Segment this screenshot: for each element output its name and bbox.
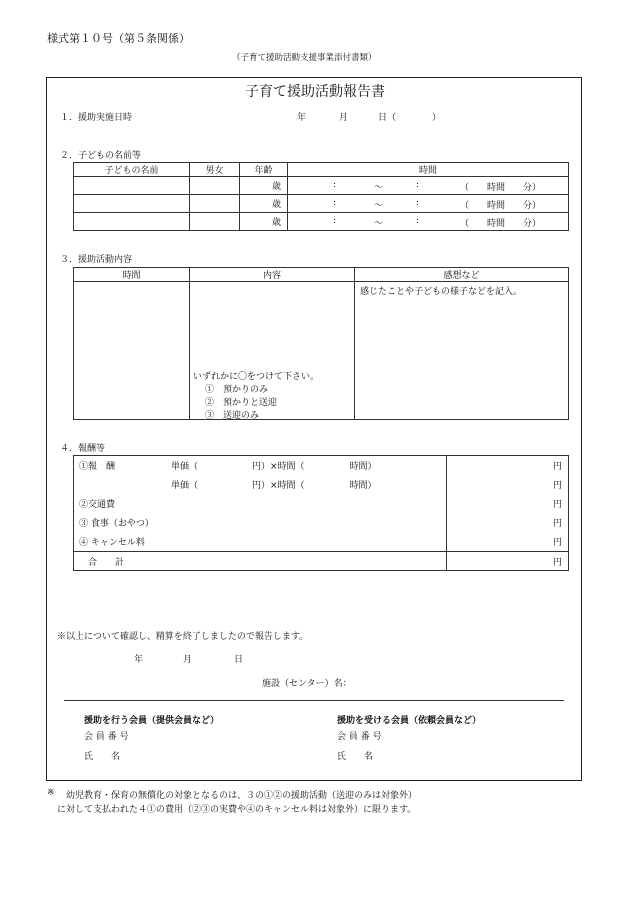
- col-gender: 男女: [190, 163, 240, 177]
- divider: [64, 700, 564, 701]
- gender-cell[interactable]: [190, 177, 240, 195]
- fees-table: [73, 455, 569, 571]
- impressions-hint: 感じたことや子どもの様子などを記入。: [360, 287, 523, 297]
- footnote-mark: ※: [47, 788, 55, 798]
- date-year-label: 年: [297, 113, 307, 123]
- child-name-cell[interactable]: [74, 195, 190, 213]
- cancel-label: ④ キャンセル料: [74, 532, 447, 552]
- provider-name: 氏 名: [84, 752, 121, 762]
- attachment-note: （子育て援助活動支援事業添付書類）: [232, 53, 377, 63]
- unit-price-line-2[interactable]: 単価（ 円）×時間（ 時間）: [171, 481, 377, 491]
- col-time: 時間: [288, 163, 569, 177]
- time-tilde: ～: [374, 183, 384, 193]
- provider-member-number: 会 員 番 号: [84, 732, 129, 742]
- facility-label: 施設（センター）名：: [262, 679, 352, 689]
- col-activity-time: 時間: [74, 268, 190, 282]
- form-number: 様式第１０号（第５条関係）: [47, 32, 190, 45]
- confirm-month-label: 月: [183, 655, 193, 665]
- receiver-heading: 援助を受ける会員（依頼会員など）: [337, 716, 482, 726]
- time-cell[interactable]: [288, 213, 569, 231]
- age-cell[interactable]: 歳: [240, 213, 288, 231]
- receiver-member-number: 会 員 番 号: [337, 732, 382, 742]
- reward-label: ①報 酬: [79, 462, 116, 472]
- child-name-cell[interactable]: [74, 213, 190, 231]
- confirmation-statement: ※以上について確認し、精算を終了しましたので報告します。: [57, 632, 309, 642]
- duration-text: （ 時間 分）: [460, 201, 542, 211]
- activity-content-cell[interactable]: [190, 282, 355, 420]
- reward-row: [74, 456, 447, 476]
- col-activity-content: 内容: [190, 268, 355, 282]
- time-colon: :: [333, 216, 337, 226]
- yen-cell[interactable]: 円: [447, 494, 569, 513]
- meal-label: ③ 食事（おやつ）: [74, 513, 447, 532]
- page-title: 子育て援助活動報告書: [245, 84, 385, 100]
- children-table: [73, 162, 569, 231]
- col-impressions: 感想など: [355, 268, 569, 282]
- time-colon: :: [416, 198, 420, 208]
- time-colon: :: [416, 216, 420, 226]
- confirm-year-label: 年: [134, 655, 144, 665]
- choice-instruction: いずれかに〇をつけて下さい。: [193, 372, 320, 382]
- transport-label: ②交通費: [74, 494, 447, 513]
- unit-price-line[interactable]: 単価（ 円）×時間（ 時間）: [171, 462, 377, 472]
- section4-label: ４．報酬等: [60, 444, 106, 454]
- choice-option-2[interactable]: ② 預かりと送迎: [205, 398, 278, 408]
- col-age: 年齢: [240, 163, 288, 177]
- age-cell[interactable]: 歳: [240, 177, 288, 195]
- gender-cell[interactable]: [190, 195, 240, 213]
- activity-table: [73, 267, 569, 420]
- reward-row-2: [74, 475, 447, 494]
- yen-cell[interactable]: 円: [447, 513, 569, 532]
- footnote-line-2: に対して支払われた４①の費用（②③の実費や④のキャンセル料は対象外）に限ります。: [57, 805, 417, 815]
- duration-text: （ 時間 分）: [460, 219, 542, 229]
- choice-option-3[interactable]: ③ 送迎のみ: [205, 411, 260, 421]
- time-colon: :: [333, 180, 337, 190]
- footnote-line-1: 幼児教育・保育の無償化の対象となるのは、３の①②の援助活動（送迎のみは対象外）: [66, 791, 418, 801]
- receiver-name: 氏 名: [337, 752, 374, 762]
- col-child-name: 子どもの名前: [74, 163, 190, 177]
- section3-label: ３．援助活動内容: [60, 255, 133, 265]
- total-label: 合 計: [74, 552, 447, 571]
- yen-cell[interactable]: 円: [447, 532, 569, 552]
- table-row: [74, 213, 569, 231]
- provider-heading: 援助を行う会員（提供会員など）: [84, 716, 220, 726]
- time-cell[interactable]: [288, 177, 569, 195]
- time-cell[interactable]: [288, 195, 569, 213]
- table-row: [74, 177, 569, 195]
- time-tilde: ～: [374, 219, 384, 229]
- section2-label: ２．子どもの名前等: [60, 151, 142, 161]
- section1-label: １．援助実施日時: [60, 113, 133, 123]
- confirm-day-label: 日: [234, 655, 244, 665]
- time-tilde: ～: [374, 201, 384, 211]
- choice-option-1[interactable]: ① 預かりのみ: [205, 385, 269, 395]
- yen-cell[interactable]: 円: [447, 475, 569, 494]
- date-day-label: 日（: [378, 113, 397, 123]
- yen-cell[interactable]: 円: [447, 456, 569, 476]
- child-name-cell[interactable]: [74, 177, 190, 195]
- date-paren-close: ）: [432, 113, 442, 123]
- date-month-label: 月: [339, 113, 349, 123]
- duration-text: （ 時間 分）: [460, 183, 542, 193]
- total-yen-cell[interactable]: 円: [447, 552, 569, 571]
- activity-time-cell[interactable]: [74, 282, 190, 420]
- time-colon: :: [333, 198, 337, 208]
- time-colon: :: [416, 180, 420, 190]
- table-row: [74, 195, 569, 213]
- impressions-cell[interactable]: [355, 282, 569, 420]
- age-cell[interactable]: 歳: [240, 195, 288, 213]
- gender-cell[interactable]: [190, 213, 240, 231]
